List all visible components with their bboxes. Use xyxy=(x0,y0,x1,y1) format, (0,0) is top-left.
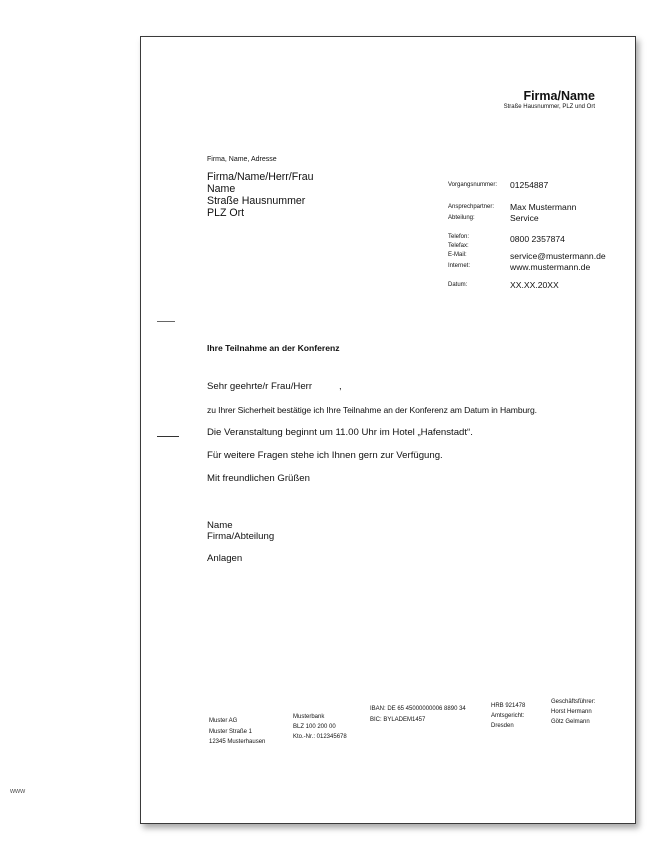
recipient-line: Name xyxy=(207,183,236,195)
body-paragraph: Die Veranstaltung beginnt um 11.00 Uhr im Hotel „Hafenstadt“. xyxy=(207,427,473,438)
closing: Mit freundlichen Grüßen xyxy=(207,473,310,484)
telefon-value: 0800 2357874 xyxy=(510,234,565,244)
footer-account: Kto.-Nr.: 012345678 xyxy=(293,734,347,740)
footer-court-label: Amtsgericht: xyxy=(491,713,525,719)
footer-city: 12345 Musterhausen xyxy=(209,739,266,745)
datum-value: XX.XX.20XX xyxy=(510,280,559,290)
salutation: Sehr geehrte/r Frau/Herr xyxy=(207,381,313,392)
telefon-label: Telefon: xyxy=(448,234,470,240)
email-label: E-Mail: xyxy=(448,252,467,258)
footer-md-1: Horst Hermann xyxy=(551,709,592,715)
internet-label: Internet: xyxy=(448,263,471,269)
footer-bic: BIC: BYLADEM1457 xyxy=(370,717,426,723)
vorgang-value: 01254887 xyxy=(510,180,549,190)
body-paragraph: Für weitere Fragen stehe ich Ihnen gern zur Verfügung. xyxy=(207,450,443,461)
footer-iban: IBAN: DE 65 45000000006 8890 34 xyxy=(370,706,466,712)
footer-street: Muster Straße 1 xyxy=(209,729,253,735)
telefax-label: Telefax: xyxy=(448,243,469,249)
company-address: Straße Hausnummer, PLZ und Ort xyxy=(503,104,595,110)
internet-value: www.mustermann.de xyxy=(510,262,591,272)
letter-page xyxy=(140,36,636,824)
fold-mark xyxy=(157,321,175,322)
vorgang-label: Vorgangsnummer: xyxy=(448,182,498,188)
attachments: Anlagen xyxy=(207,553,243,564)
signature-name: Name xyxy=(207,520,233,531)
signature-department: Firma/Abteilung xyxy=(207,531,275,542)
body-paragraph: zu Ihrer Sicherheit bestätige ich Ihre Teilnahme an der Konferenz am Datum in Hamburg. xyxy=(207,405,537,415)
watermark-text: www xyxy=(10,788,26,795)
recipient-line: PLZ Ort xyxy=(207,207,245,219)
footer-court: Dresden xyxy=(491,723,514,729)
company-name: Firma/Name xyxy=(523,89,595,103)
abteilung-value: Service xyxy=(510,213,539,223)
email-value: service@mustermann.de xyxy=(510,251,606,261)
punch-mark xyxy=(157,436,179,437)
footer-hrb: HRB 921478 xyxy=(491,703,526,709)
footer-md-2: Götz Gelmann xyxy=(551,719,590,725)
subject-line: Ihre Teilnahme an der Konferenz xyxy=(207,343,340,353)
recipient-line: Straße Hausnummer xyxy=(207,195,306,207)
recipient-line: Firma/Name/Herr/Frau xyxy=(207,171,314,183)
datum-label: Datum: xyxy=(448,282,468,288)
footer-blz: BLZ 100 200 00 xyxy=(293,724,336,730)
sender-line: Firma, Name, Adresse xyxy=(207,156,277,163)
footer-md-label: Geschäftsführer: xyxy=(551,699,596,705)
salutation-comma: , xyxy=(339,381,342,392)
ansprech-label: Ansprechpartner: xyxy=(448,204,495,210)
footer-bank: Musterbank xyxy=(293,714,325,720)
footer-company: Muster AG xyxy=(209,718,238,724)
ansprech-value: Max Mustermann xyxy=(510,202,577,212)
abteilung-label: Abteilung: xyxy=(448,215,475,221)
